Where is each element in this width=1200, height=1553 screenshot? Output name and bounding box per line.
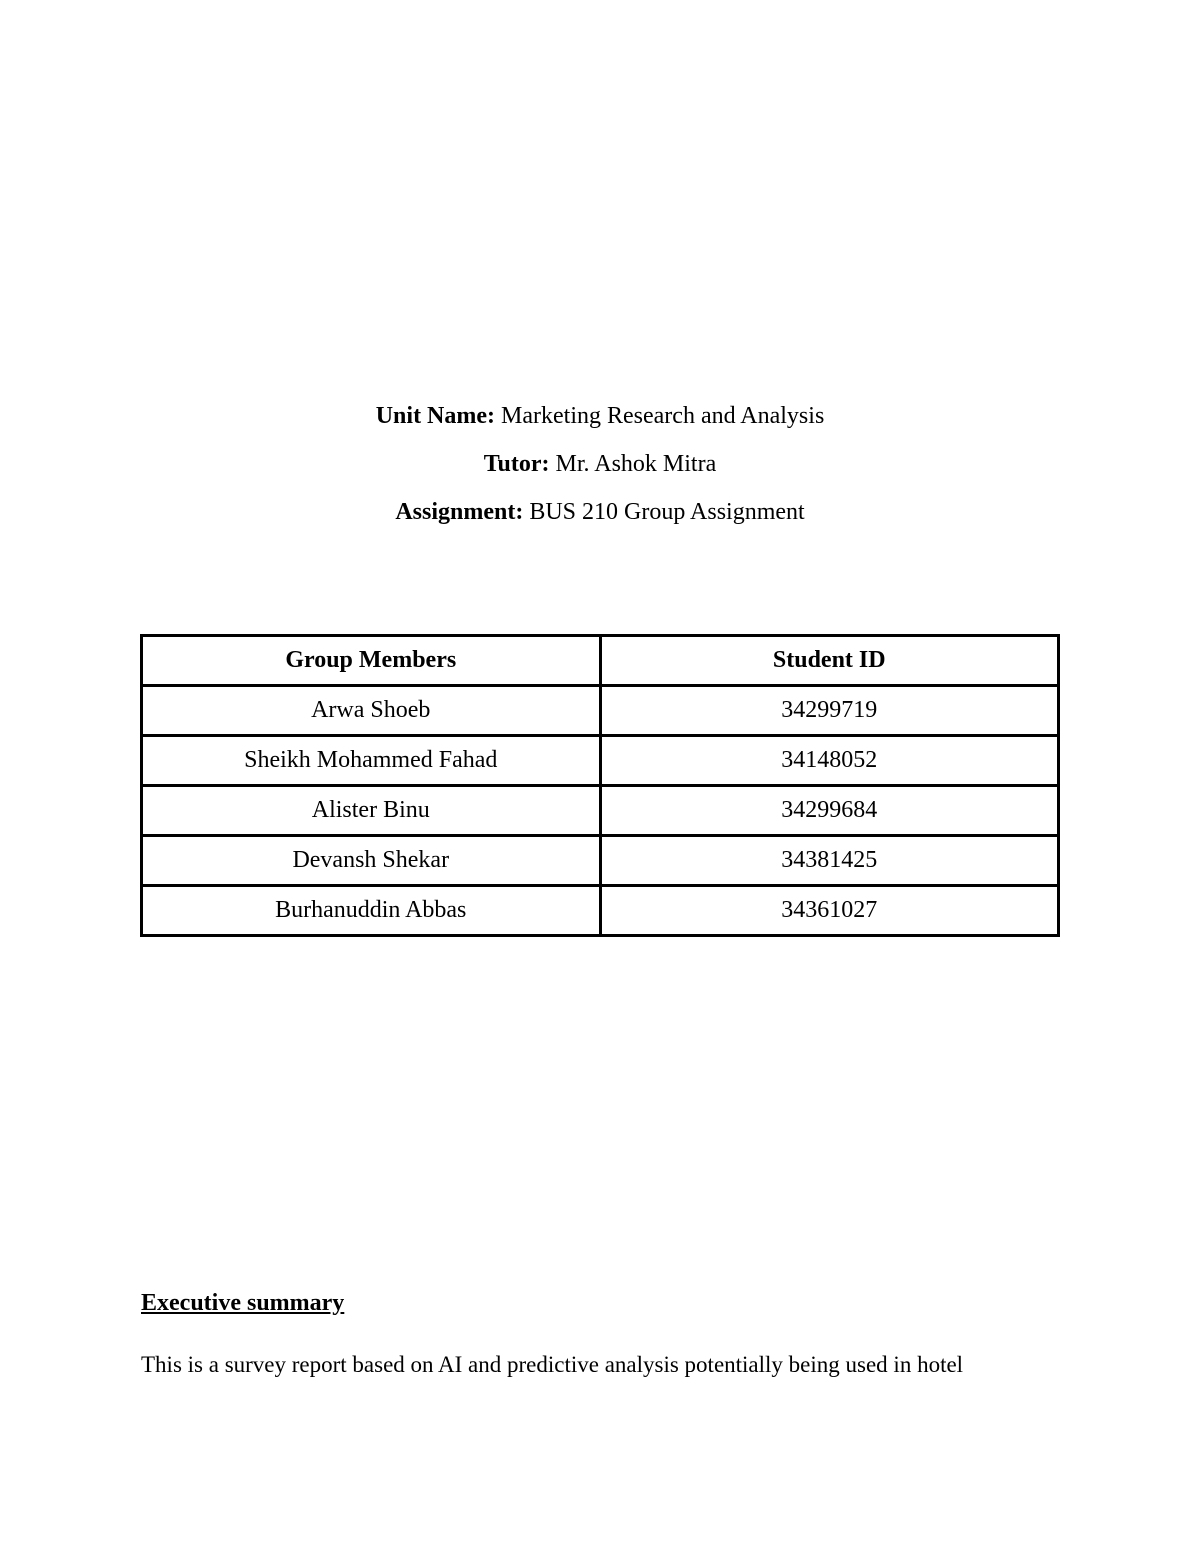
table-row	[142, 686, 1059, 736]
table-row	[142, 886, 1059, 936]
member-name-cell: Sheikh Mohammed Fahad	[142, 736, 601, 786]
table-row	[142, 736, 1059, 786]
student-id-cell: 34148052	[600, 736, 1059, 786]
executive-summary-text: This is a survey report based on AI and predictive analysis potentially being used in hotel	[141, 1352, 964, 1377]
assignment-line	[0, 488, 1200, 536]
unit-name-line	[0, 392, 1200, 440]
table-row	[142, 786, 1059, 836]
tutor-value: Mr. Ashok Mitra	[555, 451, 717, 477]
student-id-cell: 34381425	[600, 836, 1059, 886]
tutor-label: Tutor:	[483, 451, 550, 477]
executive-summary-heading: Executive summary	[141, 1290, 345, 1316]
assignment-value: BUS 210 Group Assignment	[529, 499, 805, 525]
member-name-cell: Arwa Shoeb	[142, 686, 601, 736]
member-name-cell: Devansh Shekar	[142, 836, 601, 886]
unit-name-label: Unit Name:	[375, 403, 496, 429]
tutor-line	[0, 440, 1200, 488]
table-header-row	[142, 636, 1059, 686]
assignment-label: Assignment:	[395, 499, 524, 525]
title-block	[0, 392, 1200, 536]
column-header-group-members: Group Members	[142, 636, 601, 686]
column-header-student-id: Student ID	[600, 636, 1059, 686]
table-row	[142, 836, 1059, 886]
unit-name-value: Marketing Research and Analysis	[501, 403, 825, 429]
student-id-cell: 34361027	[600, 886, 1059, 936]
student-id-cell: 34299684	[600, 786, 1059, 836]
group-members-table	[140, 634, 1060, 937]
member-name-cell: Burhanuddin Abbas	[142, 886, 601, 936]
member-name-cell: Alister Binu	[142, 786, 601, 836]
student-id-cell: 34299719	[600, 686, 1059, 736]
